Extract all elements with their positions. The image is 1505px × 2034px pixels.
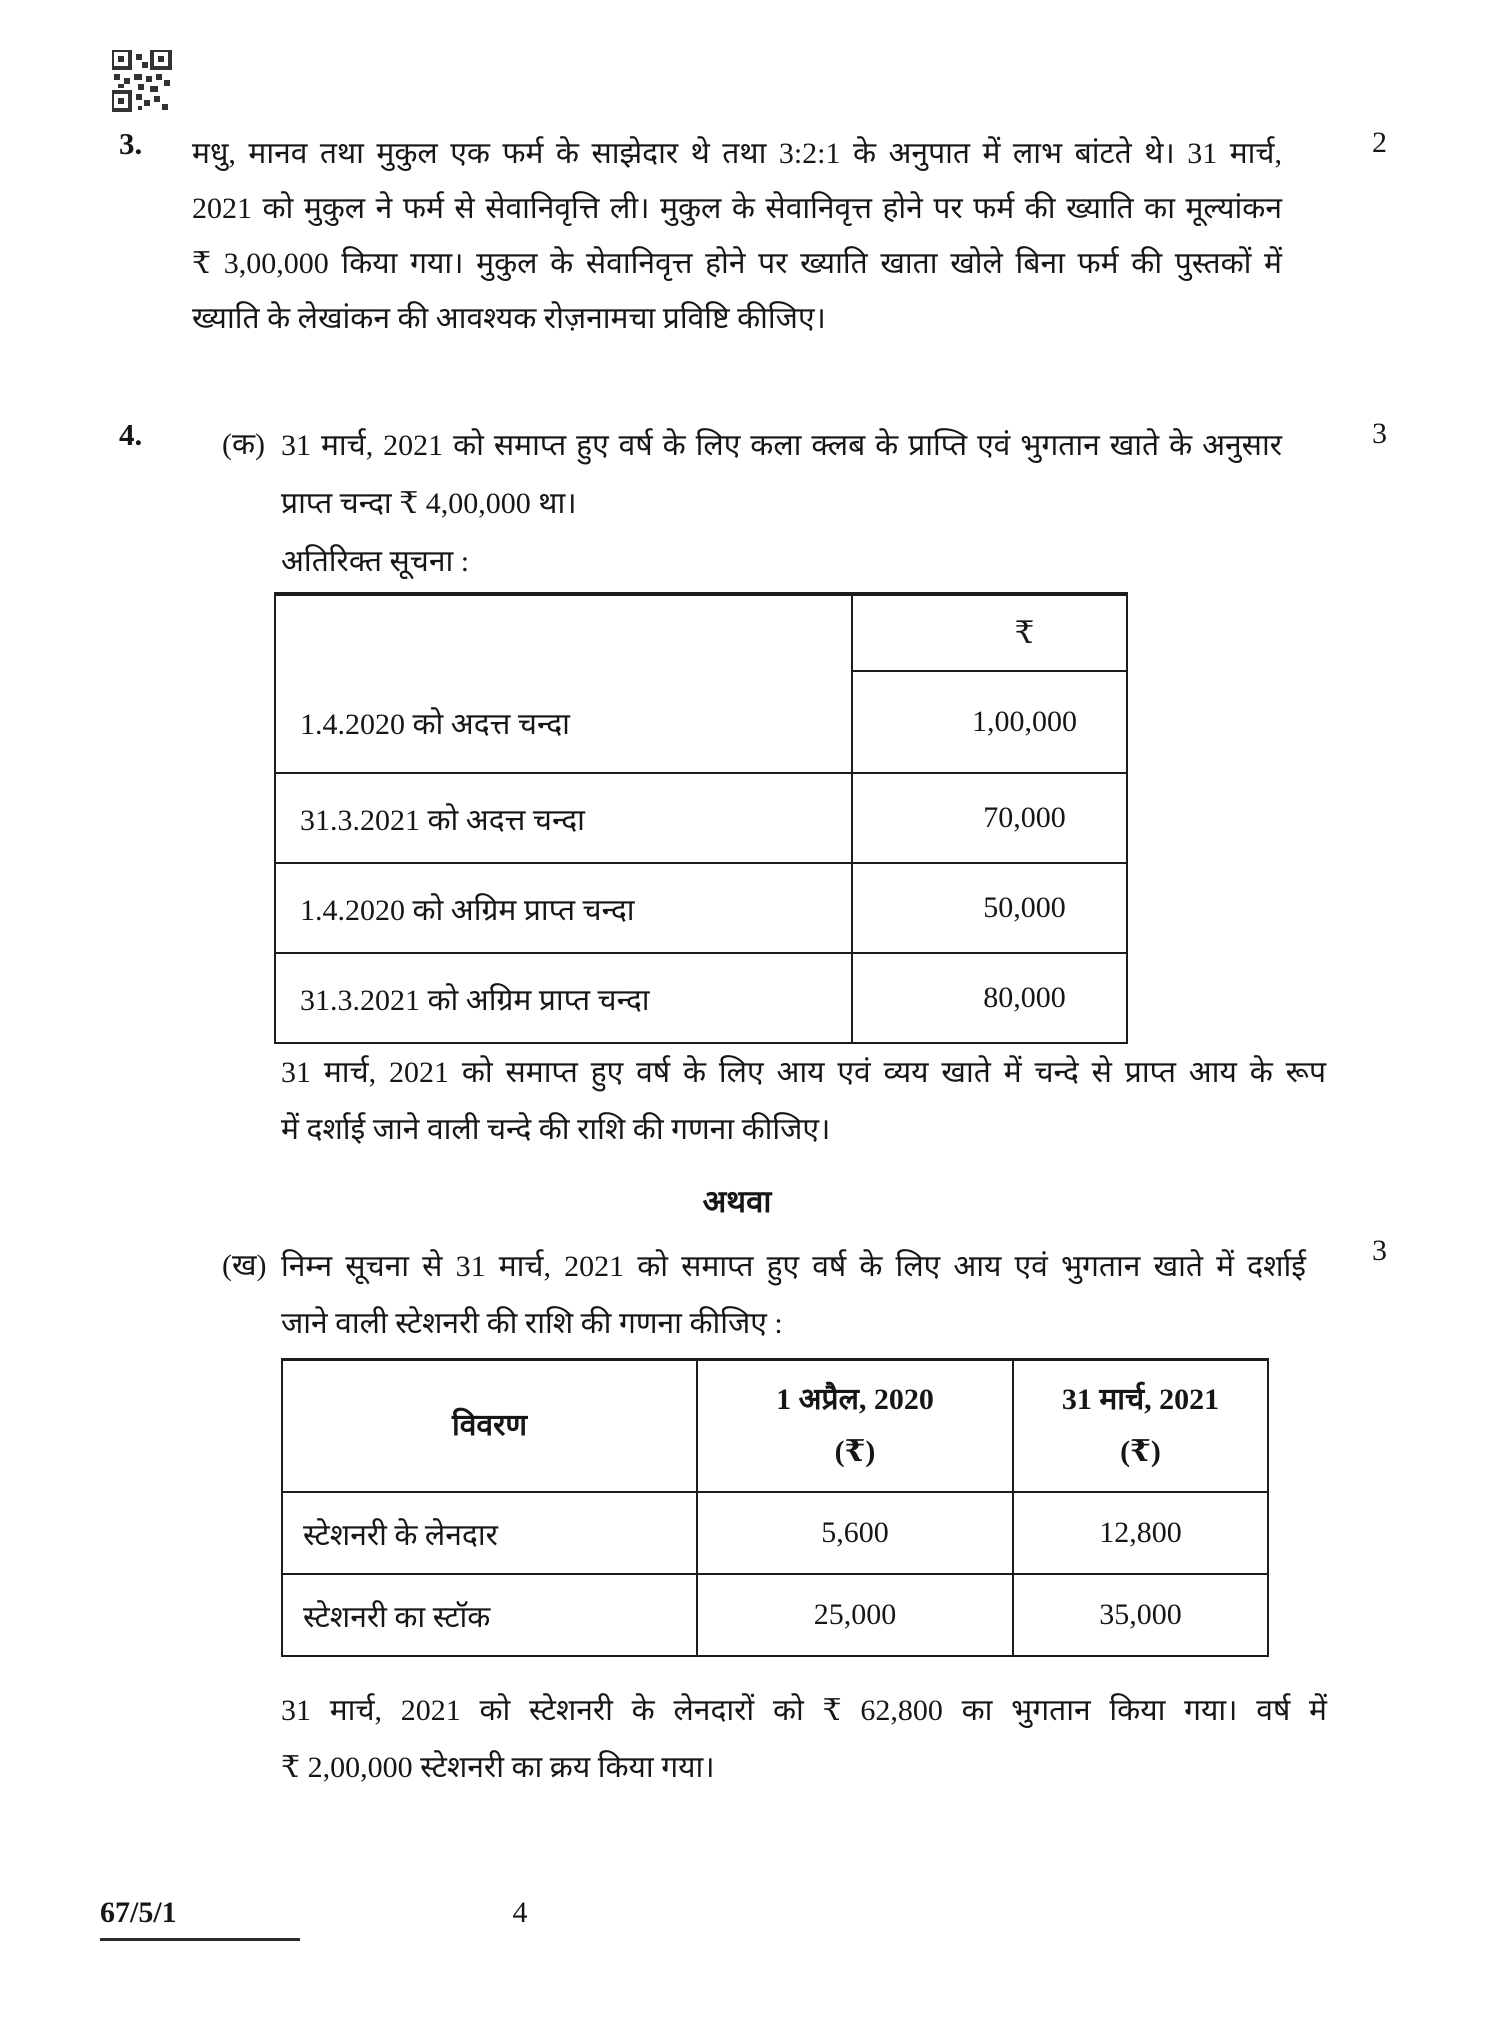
- question-4a-instruction-line-2: में दर्शाई जाने वाली चन्दे की राशि की गणना कीजिए।: [281, 1113, 831, 1146]
- stationery-header-particulars: विवरण: [283, 1361, 698, 1493]
- question-3-line-1: मधु, मानव तथा मुकुल एक फर्म के साझेदार थे तथा 3:2:1 के अनुपात में लाभ बांटते थे। 31 मार्च,: [192, 137, 1282, 170]
- paper-code: 67/5/1: [100, 1896, 300, 1941]
- question-4b-note-line-2: ₹ 2,00,000 स्टेशनरी का क्रय किया गया।: [281, 1751, 715, 1784]
- page-number: 4: [512, 1896, 528, 1929]
- question-4b-label: (ख): [222, 1249, 267, 1282]
- subscription-row-label: 1.4.2020 को अदत्त चन्दा: [276, 672, 853, 774]
- or-separator: अथवा: [702, 1184, 772, 1219]
- stationery-row-2021-value: 12,800: [1014, 1493, 1267, 1575]
- table-row: [283, 1575, 1267, 1655]
- question-4a-text: [281, 417, 1282, 591]
- table-row: [276, 596, 1126, 672]
- stationery-header-2021-date: 31 मार्च, 2021: [1061, 1383, 1220, 1416]
- subscription-table: [274, 592, 1128, 1044]
- table-row: [276, 864, 1126, 954]
- question-4a-instruction: [281, 1044, 1326, 1158]
- question-4a-line-2: प्राप्त चन्दा ₹ 4,00,000 था।: [281, 487, 577, 520]
- table-header-row: [283, 1361, 1267, 1493]
- question-4b-line-2: जाने वाली स्टेशनरी की राशि की गणना कीजिए :: [281, 1307, 783, 1340]
- stationery-row-label: स्टेशनरी के लेनदार: [283, 1493, 698, 1575]
- subscription-row-amount: 80,000: [983, 981, 1066, 1014]
- subscription-row-label: 31.3.2021 को अग्रिम प्राप्त चन्दा: [276, 954, 853, 1042]
- stationery-row-label: स्टेशनरी का स्टॉक: [283, 1575, 698, 1655]
- question-4a-marks: 3: [1372, 417, 1387, 450]
- question-3-text: [192, 126, 1282, 346]
- question-4a-label: (क): [222, 428, 266, 461]
- stationery-row-2020-value: 5,600: [698, 1493, 1014, 1575]
- table-row: [276, 954, 1126, 1042]
- subscription-row-amount: 50,000: [853, 864, 1126, 954]
- question-4a-line-1: 31 मार्च, 2021 को समाप्त हुए वर्ष के लिए कला क्लब के प्राप्ति एवं भुगतान खाते के अनुसार: [281, 429, 1282, 462]
- question-4b-note: [281, 1682, 1327, 1796]
- table-row: [283, 1493, 1267, 1575]
- question-3-line-2: 2021 को मुकुल ने फर्म से सेवानिवृत्ति ली। मुकुल के सेवानिवृत्त होने पर फर्म की ख्याति का मूल्यांकन: [192, 192, 1282, 225]
- question-4b-line-1: निम्न सूचना से 31 मार्च, 2021 को समाप्त हुए वर्ष के लिए आय एवं भुगतान खाते में दर्शाई: [281, 1250, 1306, 1283]
- question-4b-marks: 3: [1372, 1234, 1387, 1267]
- subscription-row-amount: 70,000: [853, 774, 1126, 864]
- subscription-header-amount: ₹: [853, 596, 1126, 672]
- subscription-row-label: 1.4.2020 को अग्रिम प्राप्त चन्दा: [276, 864, 853, 954]
- stationery-header-2020-date: 1 अप्रैल, 2020: [776, 1383, 934, 1416]
- stationery-row-2021-value: 35,000: [1099, 1598, 1182, 1631]
- question-4a-instruction-line-1: 31 मार्च, 2021 को समाप्त हुए वर्ष के लिए आय एवं व्यय खाते में चन्दे से प्राप्त आय के रूप: [281, 1056, 1326, 1089]
- question-3-number: 3.: [119, 126, 143, 161]
- question-3-marks: 2: [1372, 126, 1387, 159]
- stationery-header-2020-currency: (₹): [834, 1435, 876, 1468]
- qr-code: [112, 50, 172, 112]
- question-4b-text: [281, 1238, 1306, 1352]
- table-row: [276, 672, 1126, 774]
- subscription-header-blank: [276, 596, 853, 672]
- question-4a-line-3: अतिरिक्त सूचना :: [281, 545, 470, 578]
- stationery-header-2021: [1014, 1361, 1267, 1493]
- question-3-line-3: ₹ 3,00,000 किया गया। मुकुल के सेवानिवृत्त होने पर ख्याति खाता खोले बिना फर्म की पुस्तकों में: [192, 247, 1282, 280]
- stationery-row-2020-value: 25,000: [698, 1575, 1014, 1655]
- question-4b-note-line-1: 31 मार्च, 2021 को स्टेशनरी के लेनदारों को ₹ 62,800 का भुगतान किया गया। वर्ष में: [281, 1694, 1327, 1727]
- table-row: [276, 774, 1126, 864]
- subscription-row-amount: 1,00,000: [853, 672, 1126, 774]
- question-4-number: 4.: [119, 417, 143, 452]
- subscription-row-label: 31.3.2021 को अदत्त चन्दा: [276, 774, 853, 864]
- stationery-header-2020: [698, 1361, 1014, 1493]
- stationery-table: [281, 1358, 1269, 1657]
- question-3-line-4: ख्याति के लेखांकन की आवश्यक रोज़नामचा प्रविष्टि कीजिए।: [192, 302, 826, 335]
- stationery-header-2021-currency: (₹): [1120, 1435, 1161, 1468]
